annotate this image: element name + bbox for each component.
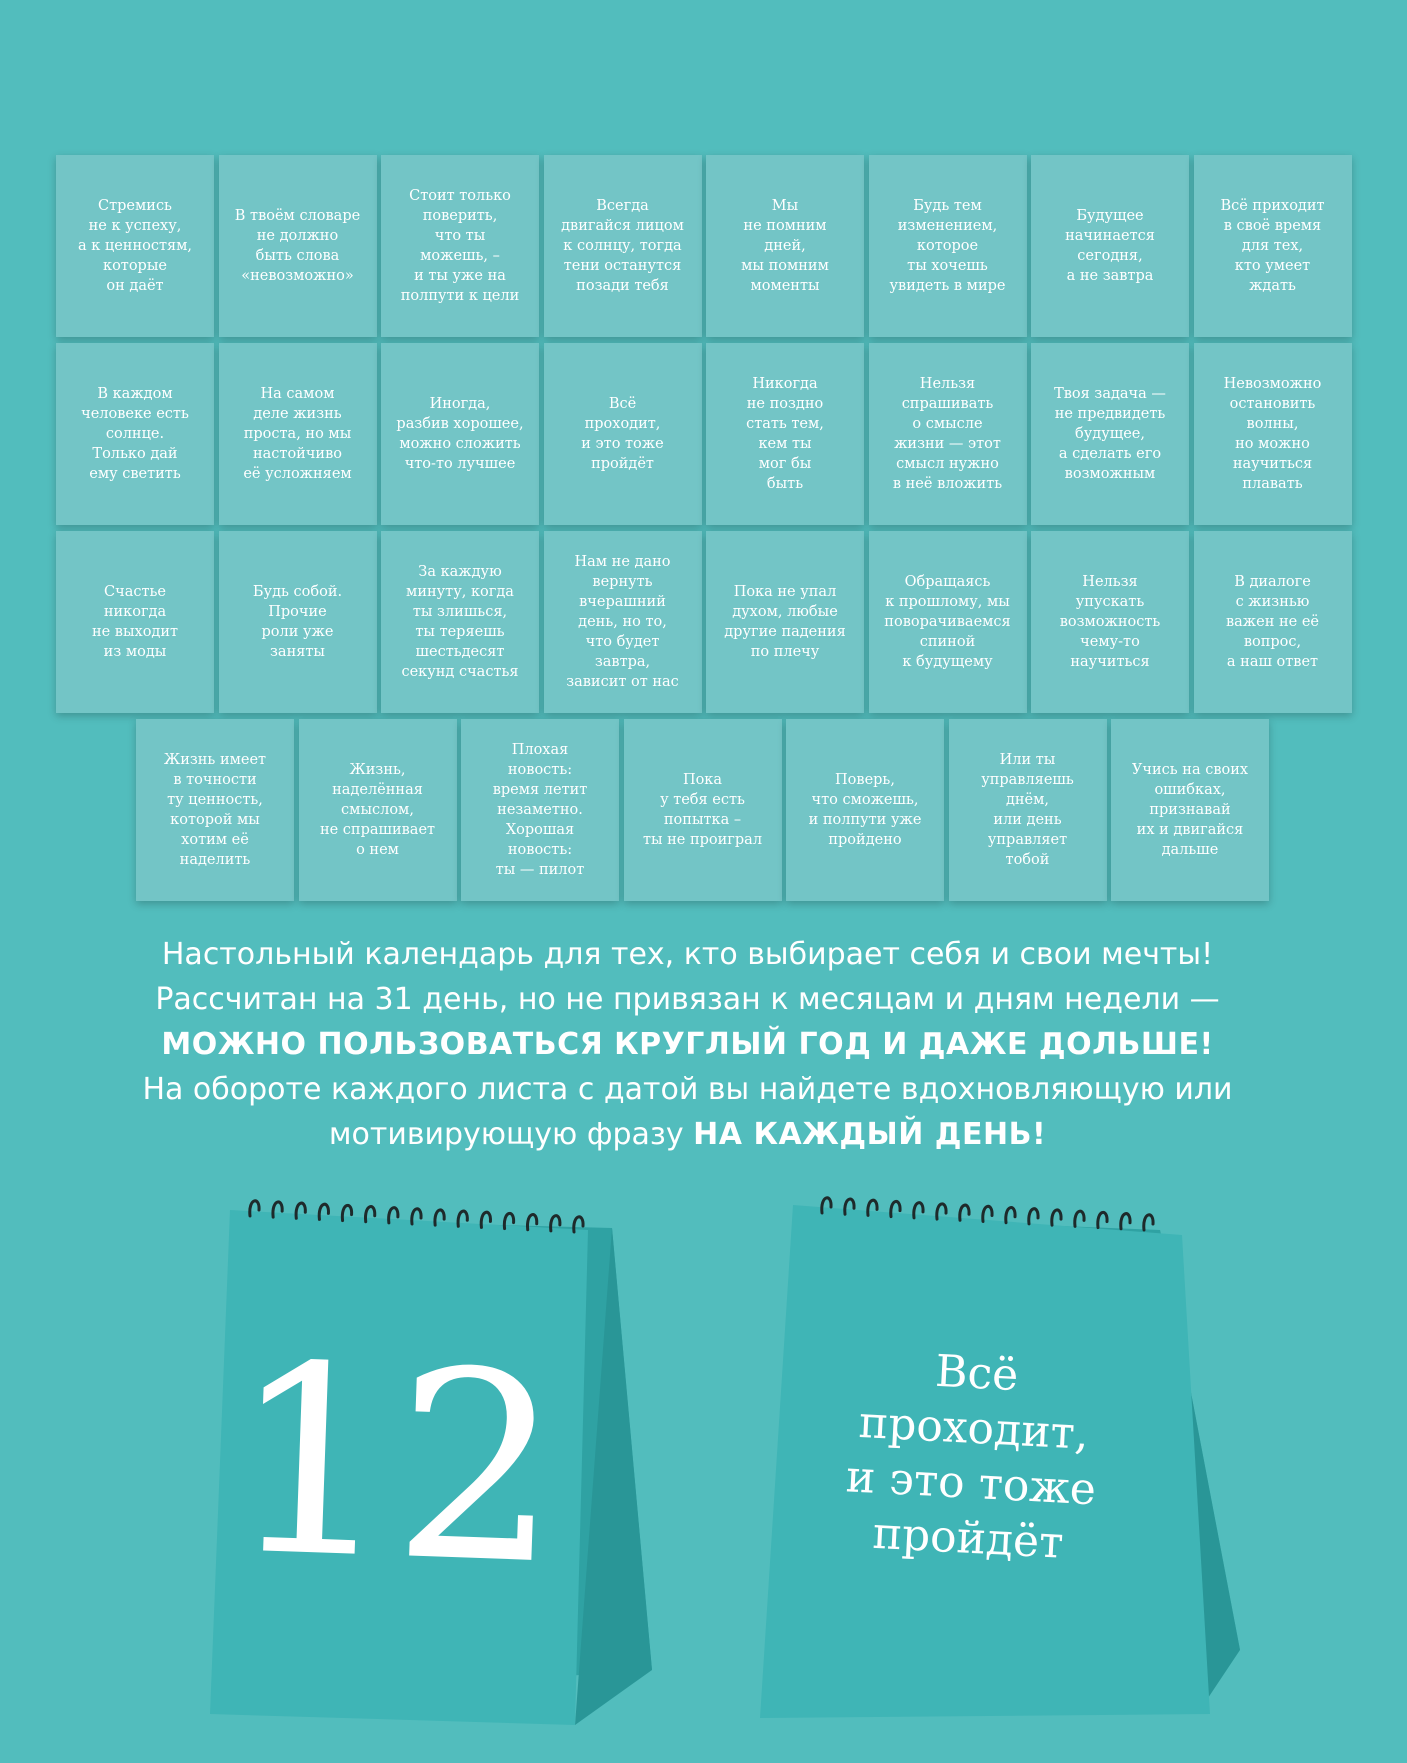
promo-line-5-text: мотивирующую фразу bbox=[328, 1117, 694, 1152]
quote-card-text: Учись на своих ошибках, признавай их и двигайся дальше bbox=[1131, 762, 1249, 858]
quote-card-text: Пока не упал духом, любые другие падения по плечу bbox=[724, 584, 846, 660]
quote-card-text: Будущее начинается сегодня, а не завтра bbox=[1065, 208, 1155, 284]
calendar-back-quote-line-2: проходит, bbox=[857, 1396, 1091, 1460]
binding-ring bbox=[1052, 1210, 1061, 1225]
promo-line-3 bbox=[40, 1022, 1335, 1067]
quote-card-text: Счастье никогда не выходит из моды bbox=[91, 584, 179, 660]
quote-card bbox=[949, 719, 1107, 901]
quote-card-text: Мы не помним дней, мы помним моменты bbox=[741, 198, 829, 294]
quote-card-text: Плохая новость: время летит незаметно. Хорошая новость: ты — пилот bbox=[492, 742, 588, 878]
quote-card-text: Твоя задача — не предвидеть будущее, а сделать его возможным bbox=[1054, 386, 1166, 482]
promo-line-2: Рассчитан на 31 день, но не привязан к месяцам и дням недели — bbox=[155, 982, 1220, 1017]
quote-card-text: На самом деле жизнь проста, но мы настойчиво её усложняем bbox=[243, 386, 352, 482]
binding-ring bbox=[1075, 1211, 1084, 1226]
quote-card-text: Или ты управляешь днём, или день управляет тобой bbox=[981, 752, 1074, 868]
quote-card bbox=[706, 343, 864, 525]
calendar-front-day-number: 12 bbox=[224, 1309, 566, 1623]
quote-card bbox=[56, 155, 214, 337]
quote-card-text: Обращаясь к прошлому, мы поворачиваемся спиной к будущему bbox=[884, 574, 1011, 670]
binding-ring bbox=[1029, 1209, 1038, 1224]
binding-ring bbox=[983, 1206, 992, 1221]
calendars-svg bbox=[0, 1180, 1407, 1759]
quote-card-text: Стоит только поверить, что ты можешь, – и ты уже на полпути к цели bbox=[400, 188, 520, 304]
calendar-front bbox=[210, 1201, 652, 1725]
quote-card-text: Всё приходит в своё время для тех, кто умеет ждать bbox=[1220, 198, 1325, 294]
quote-card bbox=[1111, 719, 1269, 901]
binding-ring bbox=[1098, 1212, 1107, 1227]
quote-card-text: Поверь, что сможешь, и полпути уже пройдено bbox=[808, 772, 922, 848]
quote-card-text: Стремись не к успеху, а к ценностям, которые он даёт bbox=[77, 198, 193, 294]
binding-ring bbox=[1121, 1214, 1130, 1229]
quote-card bbox=[869, 343, 1027, 525]
quote-card bbox=[381, 531, 539, 713]
promo-line-1: Настольный календарь для тех, кто выбирает себя и свои мечты! bbox=[161, 937, 1214, 972]
quote-card-text: В твоём словаре не должно быть слова «невозможно» bbox=[234, 208, 361, 284]
calendar-back bbox=[760, 1198, 1240, 1718]
quote-card-text: Нельзя упускать возможность чему-то научиться bbox=[1059, 574, 1161, 670]
quote-card bbox=[869, 155, 1027, 337]
quote-card bbox=[461, 719, 619, 901]
quote-card bbox=[381, 155, 539, 337]
calendar-back-quote-line-3: и это тоже bbox=[844, 1451, 1098, 1516]
quote-card bbox=[706, 155, 864, 337]
quote-card bbox=[381, 343, 539, 525]
quote-card bbox=[1031, 155, 1189, 337]
quote-card-text: Будь тем изменением, которое ты хочешь увидеть в мире bbox=[889, 198, 1006, 294]
promo-highlight-every-day: НА КАЖДЫЙ ДЕНЬ! bbox=[693, 1117, 1047, 1152]
quote-card bbox=[56, 343, 214, 525]
quote-card-text: В каждом человеке есть солнце. Только дай ему светить bbox=[81, 386, 189, 482]
quote-card bbox=[1194, 531, 1352, 713]
quote-card bbox=[136, 719, 294, 901]
binding-ring bbox=[1006, 1208, 1015, 1223]
quote-card-text: За каждую минуту, когда ты злишься, ты теряешь шестьдесят секунд счастья bbox=[401, 564, 519, 680]
quote-card bbox=[786, 719, 944, 901]
calendar-back-quote-line-4: пройдёт bbox=[871, 1507, 1065, 1569]
quote-card bbox=[1194, 343, 1352, 525]
promo-text bbox=[40, 932, 1335, 1157]
quote-card bbox=[544, 155, 702, 337]
quote-card bbox=[219, 155, 377, 337]
quote-card bbox=[299, 719, 457, 901]
calendar-illustrations bbox=[0, 1180, 1407, 1759]
promo-line-4: На обороте каждого листа с датой вы найдете вдохновляющую или bbox=[142, 1072, 1233, 1107]
quote-card-text: Всё проходит, и это тоже пройдёт bbox=[581, 396, 664, 472]
quote-card bbox=[56, 531, 214, 713]
promo-highlight-year: МОЖНО ПОЛЬЗОВАТЬСЯ КРУГЛЫЙ ГОД И ДАЖЕ ДОЛЬШЕ! bbox=[161, 1027, 1214, 1062]
quote-card bbox=[544, 343, 702, 525]
quote-card-text: Нам не дано вернуть вчерашний день, но то, что будет завтра, зависит от нас bbox=[566, 554, 679, 690]
quote-card-text: Будь собой. Прочие роли уже заняты bbox=[252, 584, 343, 660]
quote-card-text: Нельзя спрашивать о смысле жизни — этот смысл нужно в неё вложить bbox=[892, 376, 1003, 492]
quote-card bbox=[706, 531, 864, 713]
quote-card-text: В диалоге с жизнью важен не её вопрос, а наш ответ bbox=[1225, 574, 1320, 670]
binding-ring bbox=[1144, 1215, 1153, 1230]
quote-card-text: Пока у тебя есть попытка – ты не проиграл bbox=[642, 772, 763, 848]
quote-card bbox=[219, 531, 377, 713]
quote-card bbox=[1031, 531, 1189, 713]
quote-card-text: Иногда, разбив хорошее, можно сложить что-то лучшее bbox=[396, 396, 524, 472]
quote-card-text: Жизнь, наделённая смыслом, не спрашивает о нем bbox=[319, 762, 436, 858]
quote-card-text: Невозможно остановить волны, но можно научиться плавать bbox=[1223, 376, 1322, 492]
quote-card-text: Никогда не поздно стать тем, кем ты мог бы быть bbox=[746, 376, 824, 492]
quote-card bbox=[219, 343, 377, 525]
quote-card-text: Всегда двигайся лицом к солнцу, тогда тени останутся позади тебя bbox=[561, 198, 684, 294]
quote-card bbox=[869, 531, 1027, 713]
quote-card-text: Жизнь имеет в точности ту ценность, которой мы хотим её наделить bbox=[163, 752, 267, 868]
promo-line-5 bbox=[40, 1112, 1335, 1157]
quote-card bbox=[1031, 343, 1189, 525]
quote-card bbox=[624, 719, 782, 901]
calendar-back-quote-line-1: Всё bbox=[934, 1345, 1020, 1402]
quote-card bbox=[544, 531, 702, 713]
quote-card bbox=[1194, 155, 1352, 337]
binding-ring bbox=[960, 1205, 969, 1220]
